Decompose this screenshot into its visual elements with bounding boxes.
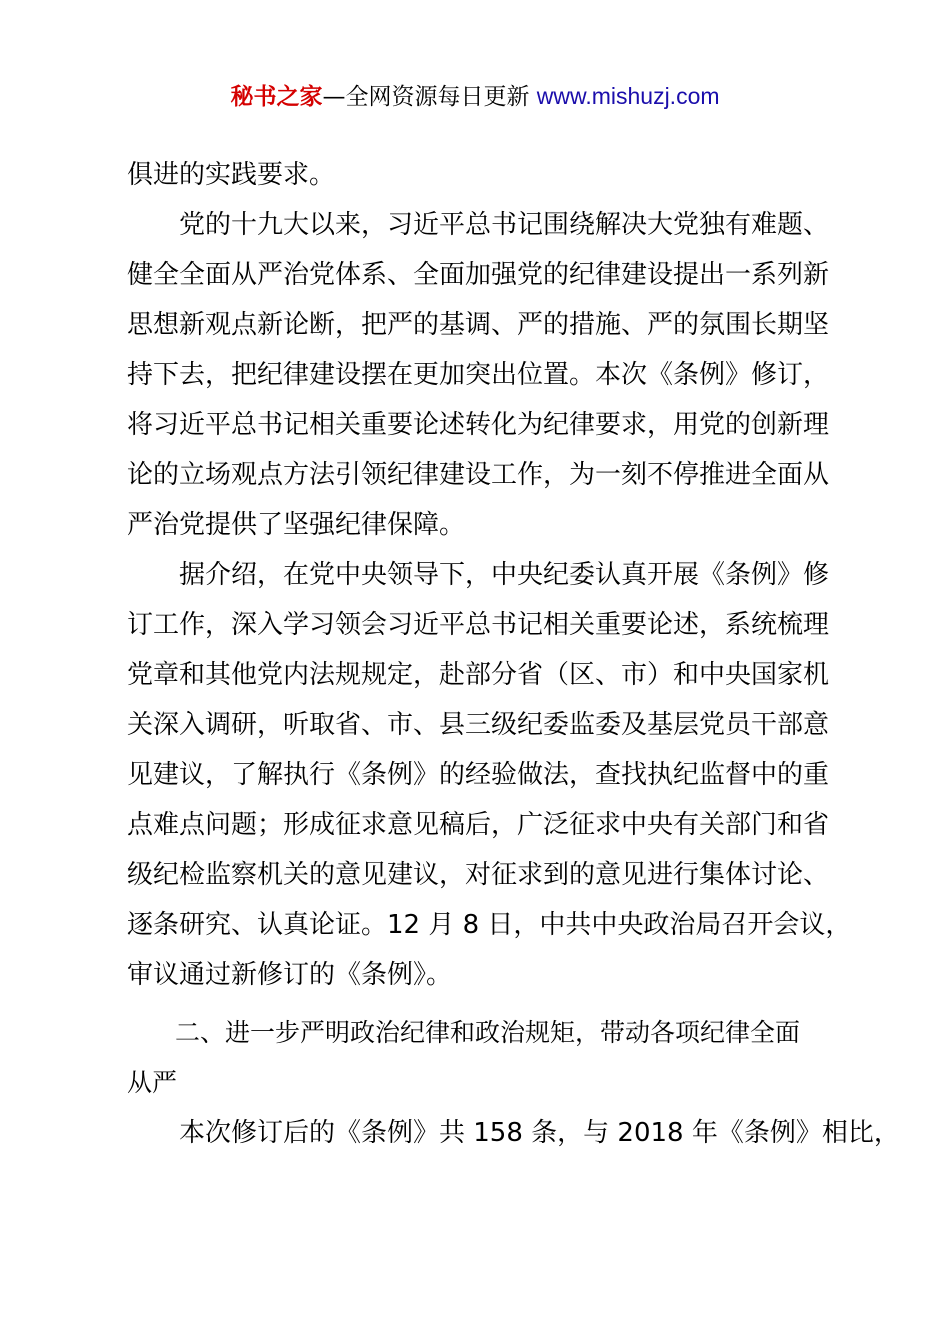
paragraph-line: 思想新观点新论断，把严的基调、严的措施、严的氛围长期坚 — [127, 310, 830, 340]
paragraph-line: 俱进的实践要求。 — [127, 160, 336, 190]
paragraph-line: 订工作，深入学习领会习近平总书记相关重要论述，系统梳理 — [127, 610, 830, 640]
section-heading — [127, 1008, 835, 1108]
paragraph — [127, 200, 835, 550]
paragraph-line: 见建议，了解执行《条例》的经验做法，查找执纪监督中的重 — [127, 760, 830, 790]
paragraph — [127, 150, 835, 200]
paragraph-line: 严治党提供了坚强纪律保障。 — [127, 510, 466, 540]
paragraph-line: 将习近平总书记相关重要论述转化为纪律要求，用党的创新理 — [127, 410, 830, 440]
paragraph-line: 据介绍，在党中央领导下，中央纪委认真开展《条例》修 — [179, 560, 830, 590]
paragraph — [127, 550, 852, 1000]
paragraph-line: 点难点问题；形成征求意见稿后，广泛征求中央有关部门和省 — [127, 810, 830, 840]
paragraph-line: 本次修订后的《条例》共 158 条，与 2018 年《条例》相比， — [179, 1118, 900, 1148]
section-heading-line: 二、进一步严明政治纪律和政治规矩，带动各项纪律全面 — [175, 1018, 801, 1047]
brand-name: 秘书之家 — [230, 84, 323, 110]
paragraph-line: 逐条研究、认真论证。12 月 8 日，中共中央政治局召开会议， — [127, 910, 852, 940]
site-header — [0, 78, 950, 115]
document-body — [127, 150, 900, 1158]
paragraph — [127, 1108, 900, 1158]
paragraph-line: 审议通过新修订的《条例》。 — [127, 960, 453, 990]
paragraph-line: 级纪检监察机关的意见建议，对征求到的意见进行集体讨论、 — [127, 860, 830, 890]
paragraph-line: 持下去，把纪律建设摆在更加突出位置。本次《条例》修订， — [127, 360, 830, 390]
site-url-link[interactable]: www.mishuzj.com — [536, 83, 720, 109]
paragraph-line: 关深入调研，听取省、市、县三级纪委监委及基层党员干部意 — [127, 710, 830, 740]
paragraph-line: 党章和其他党内法规规定，赴部分省（区、市）和中央国家机 — [127, 660, 830, 690]
paragraph-line: 党的十九大以来，习近平总书记围绕解决大党独有难题、 — [179, 210, 830, 240]
paragraph-line: 健全全面从严治党体系、全面加强党的纪律建设提出一系列新 — [127, 260, 830, 290]
section-heading-line: 从严 — [127, 1068, 178, 1097]
paragraph-line: 论的立场观点方法引领纪律建设工作，为一刻不停推进全面从 — [127, 460, 830, 490]
header-tagline: —全网资源每日更新 — [322, 84, 530, 110]
spacer — [127, 1000, 835, 1008]
